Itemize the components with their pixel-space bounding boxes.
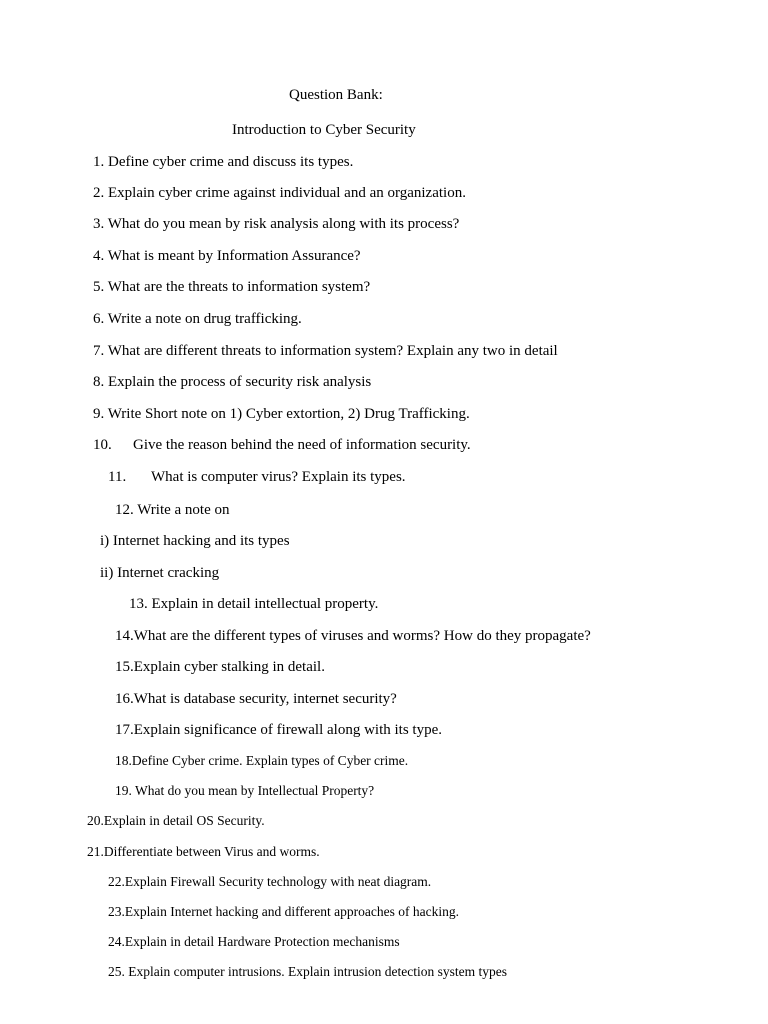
question-20: 20.Explain in detail OS Security. (87, 813, 265, 828)
question-10-text: Give the reason behind the need of information security. (133, 437, 471, 453)
question-21: 21.Differentiate between Virus and worms. (87, 844, 320, 859)
question-3: 3. What do you mean by risk analysis along with its process? (93, 216, 460, 232)
question-18: 18.Define Cyber crime. Explain types of Cyber crime. (115, 753, 409, 768)
question-9: 9. Write Short note on 1) Cyber extortion, 2) Drug Trafficking. (93, 406, 470, 422)
question-10-number: 10. (93, 437, 112, 453)
question-2: 2. Explain cyber crime against individual and an organization. (93, 185, 466, 201)
question-12-part-i: i) Internet hacking and its types (100, 533, 290, 549)
question-16: 16.What is database security, internet security? (115, 691, 397, 707)
question-6: 6. Write a note on drug trafficking. (93, 311, 302, 327)
question-19: 19. What do you mean by Intellectual Property? (115, 783, 375, 798)
question-23: 23.Explain Internet hacking and different approaches of hacking. (108, 904, 459, 919)
question-13: 13. Explain in detail intellectual property. (129, 596, 379, 612)
question-15: 15.Explain cyber stalking in detail. (115, 659, 325, 675)
question-17: 17.Explain significance of firewall along with its type. (115, 722, 442, 738)
question-12-part-ii: ii) Internet cracking (100, 565, 220, 581)
question-11-number: 11. (108, 469, 127, 485)
question-25: 25. Explain computer intrusions. Explain intrusion detection system types (108, 964, 507, 979)
question-5: 5. What are the threats to information system? (93, 279, 371, 295)
question-14: 14.What are the different types of viruses and worms? How do they propagate? (115, 628, 591, 644)
question-11-text: What is computer virus? Explain its types. (151, 469, 406, 485)
question-22: 22.Explain Firewall Security technology with neat diagram. (108, 874, 432, 889)
question-4: 4. What is meant by Information Assurance? (93, 248, 361, 264)
question-1: 1. Define cyber crime and discuss its types. (93, 154, 354, 170)
document-title: Question Bank: (289, 87, 383, 103)
question-8: 8. Explain the process of security risk analysis (93, 374, 372, 390)
document-subtitle: Introduction to Cyber Security (232, 122, 416, 138)
question-12: 12. Write a note on (115, 502, 230, 518)
question-7: 7. What are different threats to information system? Explain any two in detail (93, 343, 558, 359)
question-24: 24.Explain in detail Hardware Protection mechanisms (108, 934, 400, 949)
